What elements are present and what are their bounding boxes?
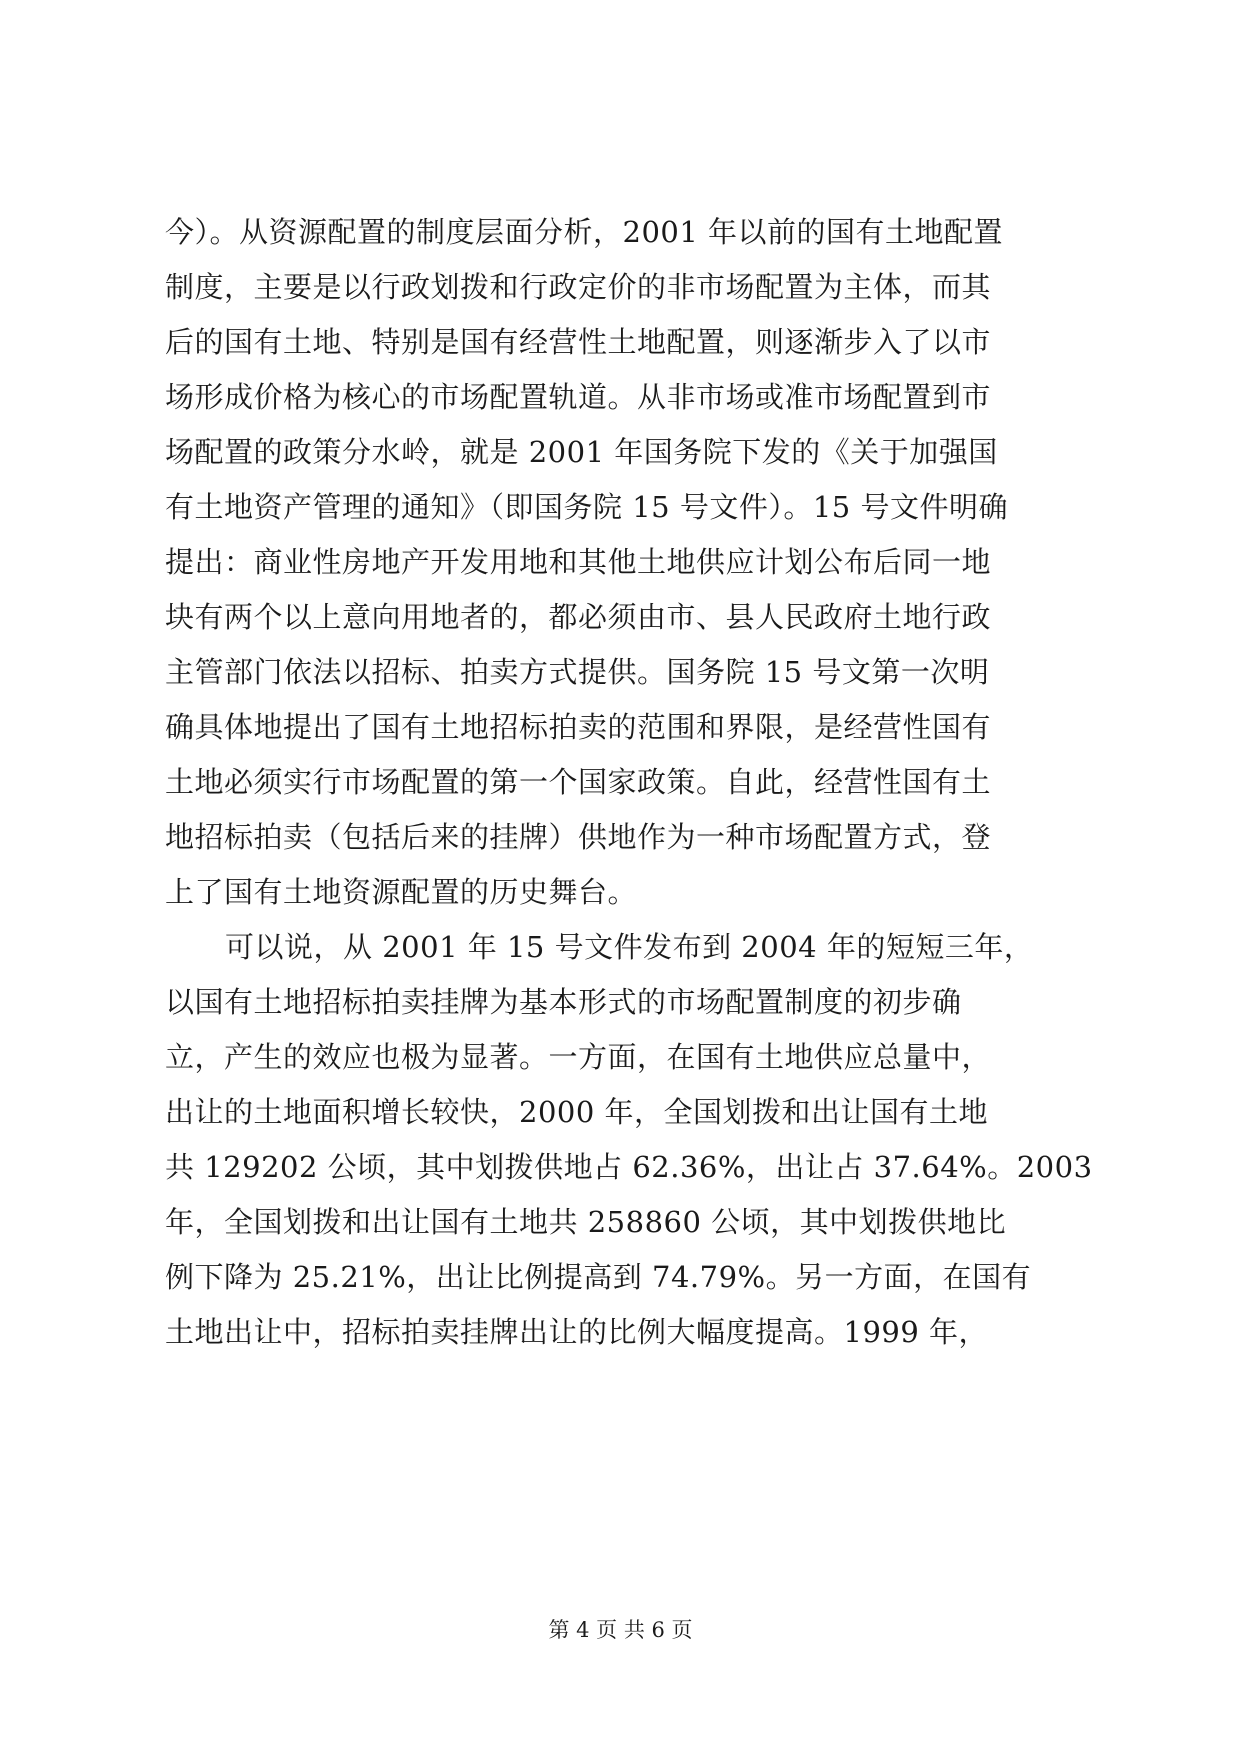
text-line: 立，产生的效应也极为显著。一方面，在国有土地供应总量中， (165, 1040, 992, 1074)
text-line: 有土地资产管理的通知》（即国务院 15 号文件）。15 号文件明确 (165, 490, 1008, 524)
text-line: 后的国有土地、特别是国有经营性土地配置，则逐渐步入了以市 (165, 325, 992, 359)
text-line: 场形成价格为核心的市场配置轨道。从非市场或准市场配置到市 (165, 380, 992, 414)
text-line: 土地出让中，招标拍卖挂牌出让的比例大幅度提高。1999 年， (165, 1315, 989, 1349)
paragraph-start-line: 可以说，从 2001 年 15 号文件发布到 2004 年的短短三年， (225, 930, 1034, 964)
text-line: 提出：商业性房地产开发用地和其他土地供应计划公布后同一地 (165, 545, 992, 579)
page-number-footer: 第 4 页 共 6 页 (548, 1618, 693, 1642)
text-line: 块有两个以上意向用地者的，都必须由市、县人民政府土地行政 (165, 600, 992, 634)
text-line: 今）。从资源配置的制度层面分析，2001 年以前的国有土地配置 (165, 215, 1004, 249)
text-line: 制度，主要是以行政划拨和行政定价的非市场配置为主体，而其 (165, 270, 992, 304)
text-line: 地招标拍卖（包括后来的挂牌）供地作为一种市场配置方式，登 (165, 820, 992, 854)
text-line: 例下降为 25.21%，出让比例提高到 74.79%。另一方面，在国有 (165, 1260, 1032, 1294)
text-line: 出让的土地面积增长较快，2000 年，全国划拨和出让国有土地 (165, 1095, 989, 1129)
text-line: 土地必须实行市场配置的第一个国家政策。自此，经营性国有土 (165, 765, 992, 799)
text-line: 年，全国划拨和出让国有土地共 258860 公顷，其中划拨供地比 (165, 1205, 1007, 1239)
text-line: 确具体地提出了国有土地招标拍卖的范围和界限，是经营性国有 (165, 710, 992, 744)
text-line: 场配置的政策分水岭，就是 2001 年国务院下发的《关于加强国 (165, 435, 998, 469)
text-line: 共 129202 公顷，其中划拨供地占 62.36%，出让占 37.64%。2003 (165, 1150, 1093, 1184)
text-line: 上了国有土地资源配置的历史舞台。 (165, 875, 638, 909)
text-line: 以国有土地招标拍卖挂牌为基本形式的市场配置制度的初步确 (165, 985, 962, 1019)
text-line: 主管部门依法以招标、拍卖方式提供。国务院 15 号文第一次明 (165, 655, 990, 689)
